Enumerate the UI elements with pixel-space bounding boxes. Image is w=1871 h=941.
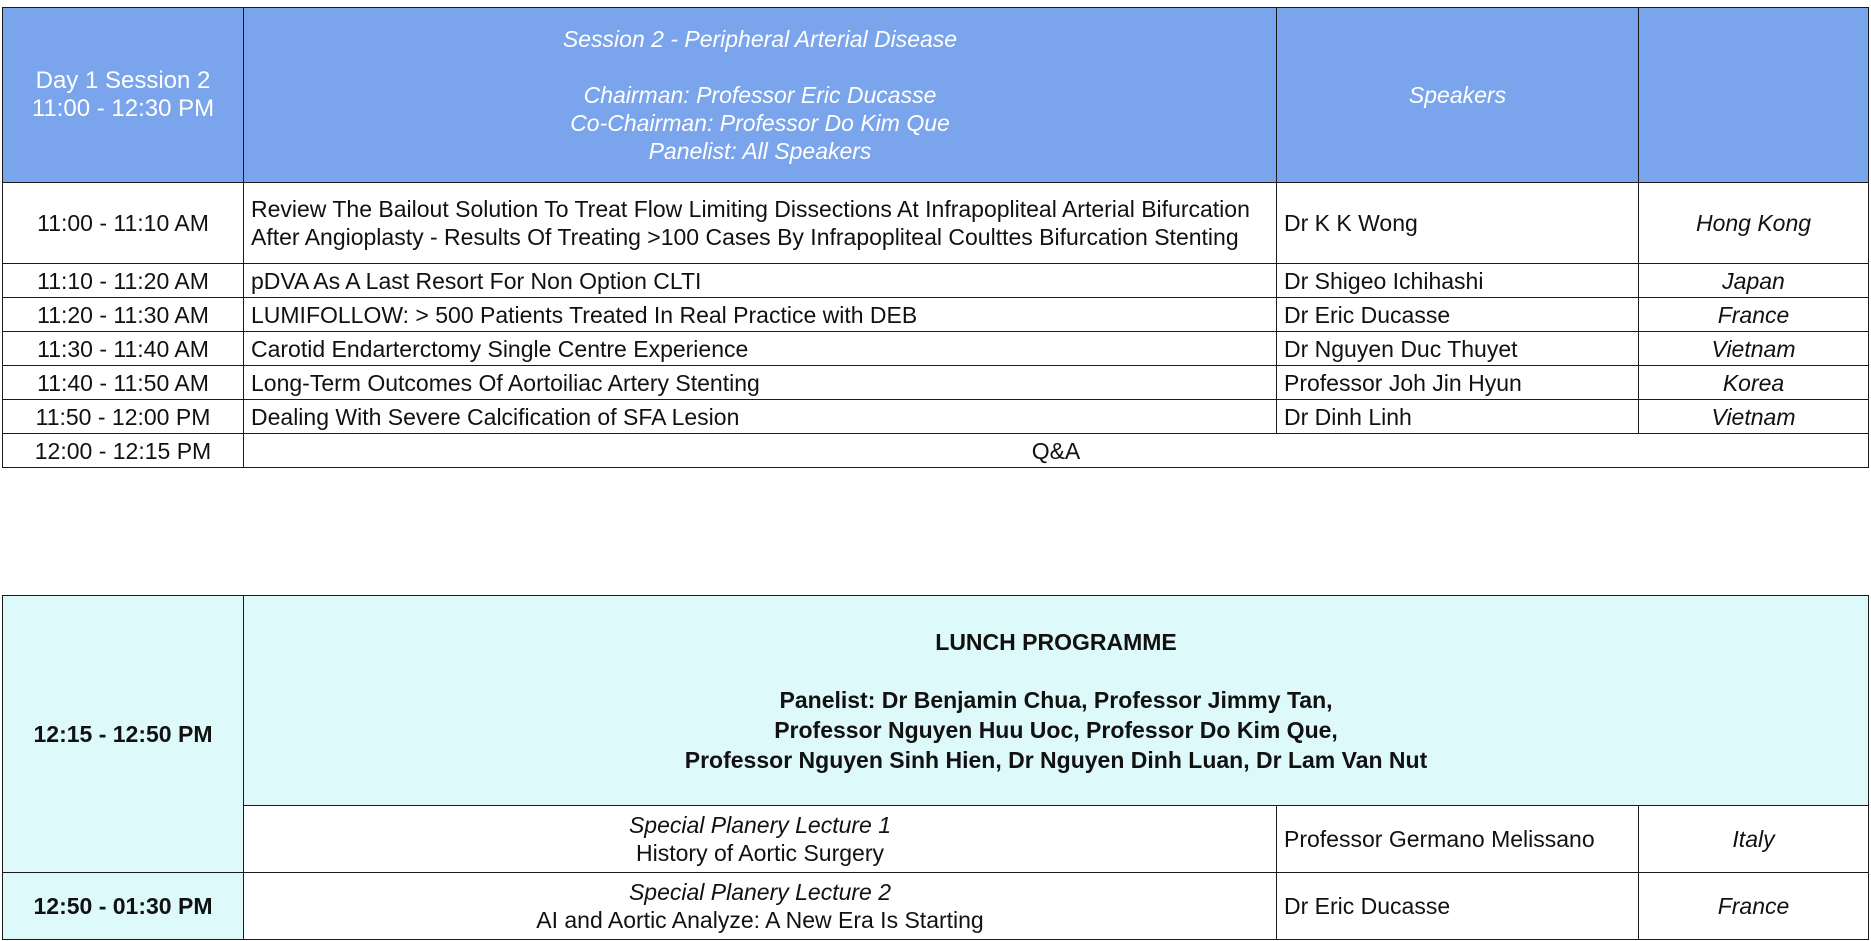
lunch-heading: LUNCH PROGRAMME bbox=[935, 628, 1177, 655]
lecture-row bbox=[3, 806, 1869, 873]
lunch-time-1: 12:15 - 12:50 PM bbox=[3, 596, 244, 873]
session-header-row bbox=[3, 8, 1869, 183]
table-row bbox=[3, 400, 1869, 434]
row-speaker: Dr Dinh Linh bbox=[1277, 400, 1639, 434]
lecture-row bbox=[3, 873, 1869, 940]
lunch-panelist-line: Panelist: Dr Benjamin Chua, Professor Jimmy Tan, bbox=[779, 686, 1333, 713]
row-time: 11:30 - 11:40 AM bbox=[3, 332, 244, 366]
row-country: Vietnam bbox=[1639, 332, 1869, 366]
lecture-country: France bbox=[1639, 873, 1869, 940]
row-topic: Review The Bailout Solution To Treat Flow Limiting Dissections At Infrapopliteal Arterial Bifurcation After Angioplasty - Results Of Treating >100 Cases By Infrapopliteal Coulttes Bifurcation Stenting bbox=[244, 183, 1277, 264]
row-time: 11:10 - 11:20 AM bbox=[3, 264, 244, 298]
session-day-label: Day 1 Session 2 bbox=[35, 67, 211, 94]
session-time-range: 11:00 - 12:30 PM bbox=[31, 95, 215, 122]
row-speaker: Dr Shigeo Ichihashi bbox=[1277, 264, 1639, 298]
row-speaker: Professor Joh Jin Hyun bbox=[1277, 366, 1639, 400]
session-co-chairman: Co-Chairman: Professor Do Kim Que bbox=[570, 110, 950, 136]
session-day-cell bbox=[3, 8, 244, 183]
session-title: Session 2 - Peripheral Arterial Disease bbox=[562, 26, 958, 52]
lecture-title: History of Aortic Surgery bbox=[636, 840, 884, 866]
row-topic: LUMIFOLLOW: > 500 Patients Treated In Real Practice with DEB bbox=[244, 298, 1277, 332]
lunch-time-2: 12:50 - 01:30 PM bbox=[3, 873, 244, 940]
row-speaker: Dr K K Wong bbox=[1277, 183, 1639, 264]
lecture-label: Special Planery Lecture 1 bbox=[628, 812, 892, 838]
lecture-title: AI and Aortic Analyze: A New Era Is Starting bbox=[536, 907, 984, 933]
table-row bbox=[3, 264, 1869, 298]
table-row bbox=[3, 298, 1869, 332]
lecture-speaker: Professor Germano Melissano bbox=[1277, 806, 1639, 873]
row-country: Korea bbox=[1639, 366, 1869, 400]
lunch-programme-table bbox=[2, 595, 1869, 940]
row-time: 11:20 - 11:30 AM bbox=[3, 298, 244, 332]
lecture-cell bbox=[244, 873, 1277, 940]
lunch-header-row bbox=[3, 596, 1869, 806]
qa-label: Q&A bbox=[244, 434, 1869, 468]
row-topic: Long-Term Outcomes Of Aortoiliac Artery Stenting bbox=[244, 366, 1277, 400]
session-panelist: Panelist: All Speakers bbox=[648, 138, 872, 164]
lecture-cell bbox=[244, 806, 1277, 873]
row-topic: Carotid Endarterctomy Single Centre Experience bbox=[244, 332, 1277, 366]
table-row bbox=[3, 366, 1869, 400]
row-country: Hong Kong bbox=[1639, 183, 1869, 264]
lecture-speaker: Dr Eric Ducasse bbox=[1277, 873, 1639, 940]
row-time: 11:40 - 11:50 AM bbox=[3, 366, 244, 400]
qa-row bbox=[3, 434, 1869, 468]
row-country: Vietnam bbox=[1639, 400, 1869, 434]
session-title-cell bbox=[244, 8, 1277, 183]
lunch-panelist-line: Professor Nguyen Sinh Hien, Dr Nguyen Dinh Luan, Dr Lam Van Nut bbox=[684, 746, 1428, 773]
row-speaker: Dr Nguyen Duc Thuyet bbox=[1277, 332, 1639, 366]
row-speaker: Dr Eric Ducasse bbox=[1277, 298, 1639, 332]
country-header bbox=[1639, 8, 1869, 183]
lunch-panelist-line: Professor Nguyen Huu Uoc, Professor Do Kim Que, bbox=[774, 716, 1338, 743]
table-row bbox=[3, 183, 1869, 264]
session-chairman: Chairman: Professor Eric Ducasse bbox=[583, 82, 937, 108]
row-time: 11:50 - 12:00 PM bbox=[3, 400, 244, 434]
speakers-header: Speakers bbox=[1277, 8, 1639, 183]
row-country: Japan bbox=[1639, 264, 1869, 298]
lecture-country: Italy bbox=[1639, 806, 1869, 873]
row-time: 11:00 - 11:10 AM bbox=[3, 183, 244, 264]
session-2-table bbox=[2, 7, 1869, 468]
qa-time: 12:00 - 12:15 PM bbox=[3, 434, 244, 468]
row-topic: Dealing With Severe Calcification of SFA Lesion bbox=[244, 400, 1277, 434]
row-topic: pDVA As A Last Resort For Non Option CLTI bbox=[244, 264, 1277, 298]
lecture-label: Special Planery Lecture 2 bbox=[628, 879, 892, 905]
row-country: France bbox=[1639, 298, 1869, 332]
table-row bbox=[3, 332, 1869, 366]
lunch-heading-cell bbox=[244, 596, 1869, 806]
